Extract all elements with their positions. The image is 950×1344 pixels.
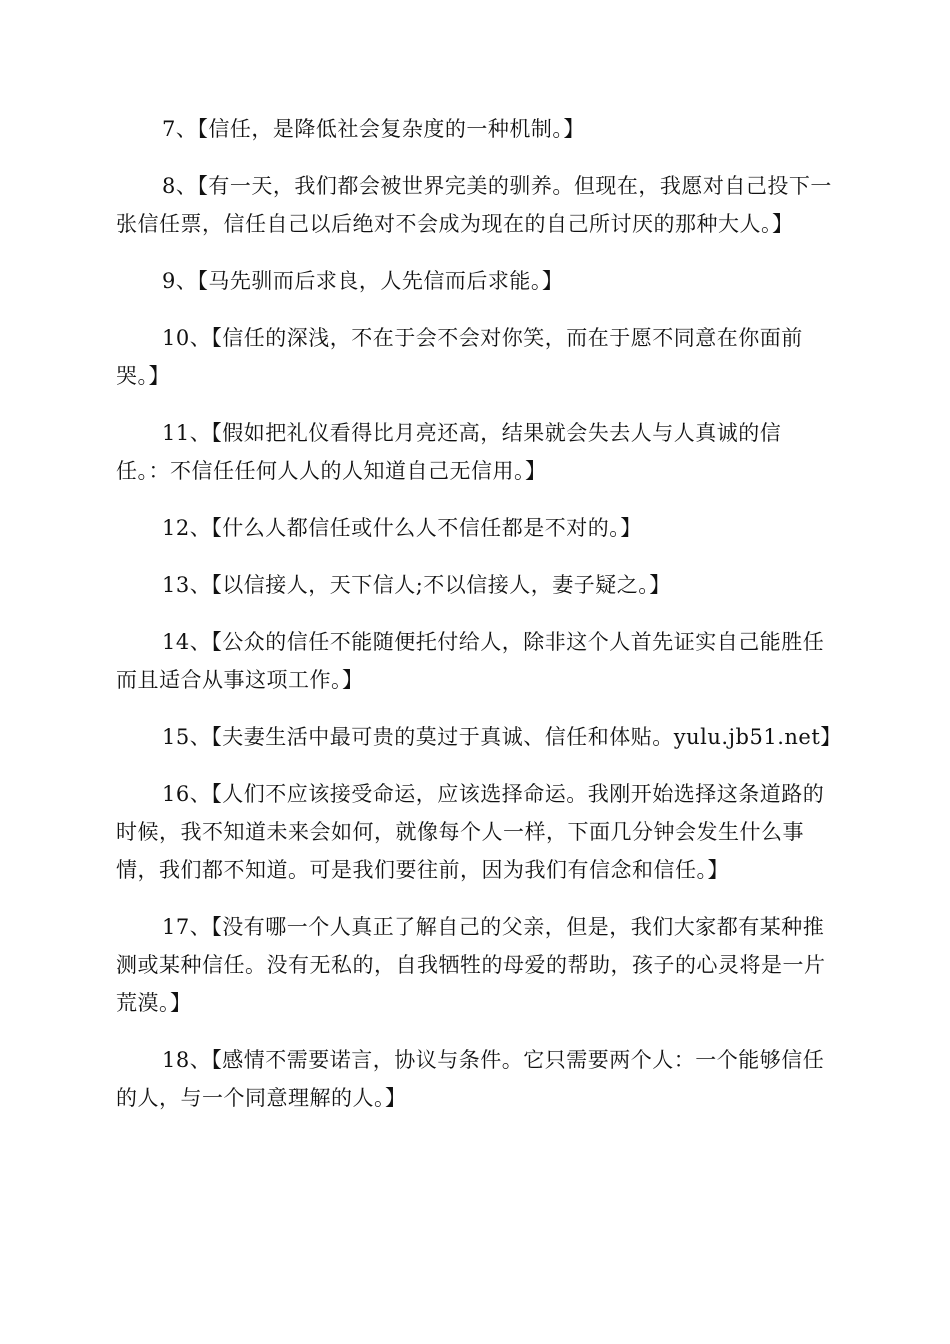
quote-12: 12、【什么人都信任或什么人不信任都是不对的。】 (162, 516, 642, 540)
quote-15: 15、【夫妻生活中最可贵的莫过于真诚、信任和体贴。yulu.jb51.net】 (162, 725, 842, 749)
quote-9: 9、【马先驯而后求良，人先信而后求能。】 (162, 269, 564, 293)
quote-16: 16、【人们不应该接受命运，应该选择命运。我刚开始选择这条道路的时候，我不知道未来会如何，就像每个人一样，下面几分钟会发生什么事情，我们都不知道。可是我们要往前，因为我们有信念和信任。】 (116, 782, 825, 882)
quote-18: 18、【感情不需要诺言，协议与条件。它只需要两个人：一个能够信任的人，与一个同意理解的人。】 (116, 1048, 825, 1110)
quote-10: 10、【信任的深浅，不在于会不会对你笑，而在于愿不同意在你面前哭。】 (116, 326, 803, 388)
document-body (116, 110, 842, 1136)
quote-7: 7、【信任，是降低社会复杂度的一种机制。】 (162, 117, 585, 141)
quote-17: 17、【没有哪一个人真正了解自己的父亲，但是，我们大家都有某种推测或某种信任。没有无私的，自我牺牲的母爱的帮助，孩子的心灵将是一片荒漠。】 (116, 915, 826, 1015)
quote-11: 11、【假如把礼仪看得比月亮还高，结果就会失去人与人真诚的信任。：不信任任何人人的人知道自己无信用。】 (116, 421, 782, 483)
quote-14: 14、【公众的信任不能随便托付给人，除非这个人首先证实自己能胜任而且适合从事这项工作。】 (116, 630, 825, 692)
quote-13: 13、【以信接人，天下信人;不以信接人，妻子疑之。】 (162, 573, 671, 597)
quote-8: 8、【有一天，我们都会被世界完美的驯养。但现在，我愿对自己投下一张信任票，信任自己以后绝对不会成为现在的自己所讨厌的那种大人。】 (116, 174, 832, 236)
